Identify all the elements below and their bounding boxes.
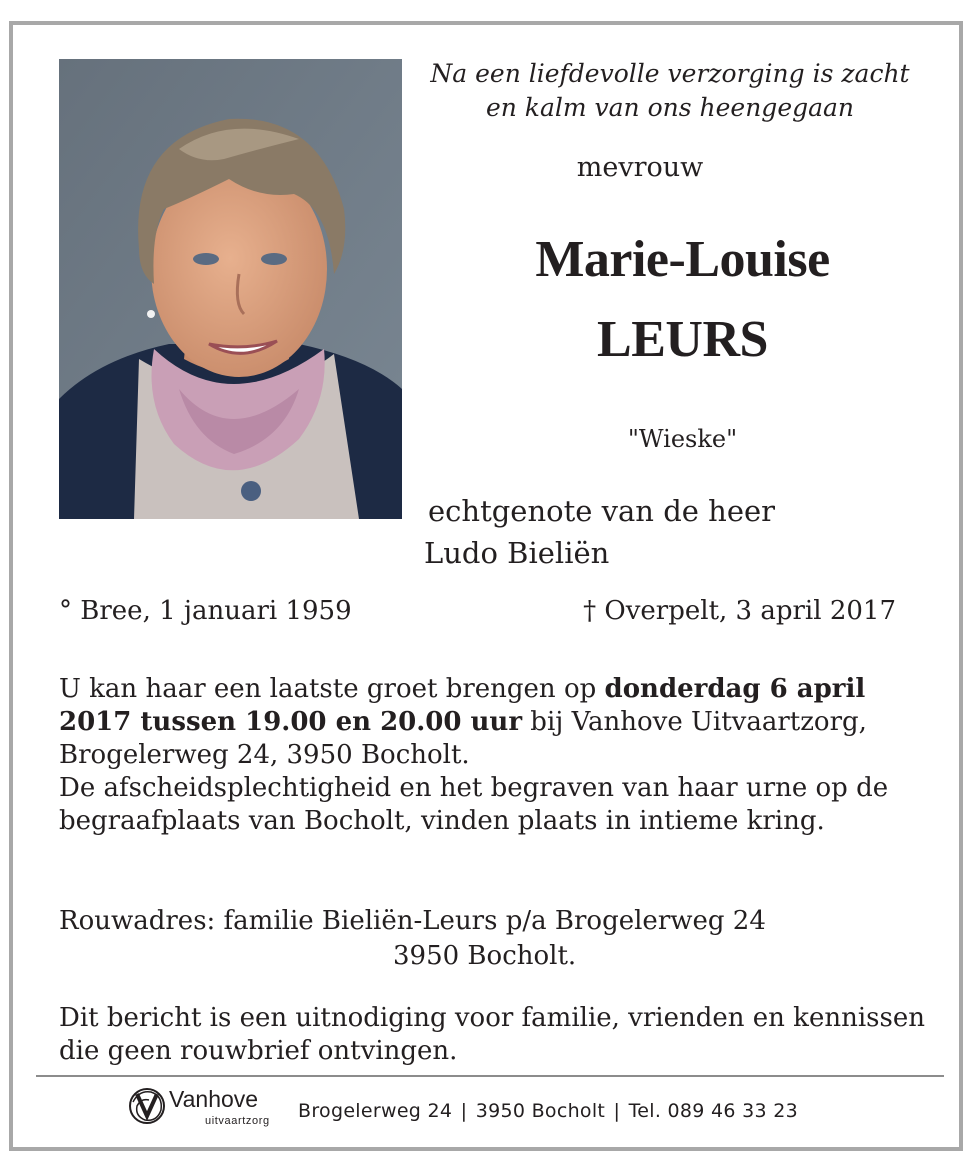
intro-text xyxy=(405,57,935,125)
first-name: Marie-Louise xyxy=(535,231,830,288)
visitation-paragraph xyxy=(59,673,939,772)
footer-address: Brogelerweg 24 xyxy=(298,1100,453,1122)
vanhove-logo xyxy=(125,1084,285,1134)
mourning-address-line-2: 3950 Bocholt. xyxy=(393,941,577,971)
nickname: "Wieske" xyxy=(627,425,738,453)
footer-city: 3950 Bocholt xyxy=(475,1100,606,1122)
vanhove-logo-icon xyxy=(125,1084,169,1128)
visitation-text xyxy=(59,673,939,838)
footer-separator: | xyxy=(460,1100,468,1122)
intro-line-2: en kalm van ons heengegaan xyxy=(485,93,855,122)
mourning-address-line-1: Rouwadres: familie Bieliën-Leurs p/a Brogelerweg 24 xyxy=(59,906,766,936)
last-name: LEURS xyxy=(597,311,768,368)
ceremony-paragraph: De afscheidsplechtigheid en het begraven van haar urne op de begraafplaats van Bocholt, vinden plaats in intieme kring. xyxy=(59,773,889,836)
visitation-pre: U kan haar een laatste groet brengen op xyxy=(59,674,605,704)
visitation-post: bij Vanhove Uitvaartzorg, Brogelerweg 24, 3950 Bocholt. xyxy=(59,707,867,770)
footer-divider xyxy=(36,1075,944,1077)
footer-separator: | xyxy=(613,1100,621,1122)
visitation-date-time: donderdag 6 april 2017 tussen 19.00 en 20.00 uur xyxy=(59,674,866,737)
logo-name: Vanhove xyxy=(169,1086,259,1112)
portrait-photo xyxy=(59,59,402,519)
logo-subtitle: uitvaartzorg xyxy=(205,1115,270,1127)
birth-info: ° Bree, 1 januari 1959 xyxy=(59,596,352,626)
invitation-text: Dit bericht is een uitnodiging voor familie, vrienden en kennissen die geen rouwbrief ontvingen. xyxy=(59,1003,925,1066)
death-info: † Overpelt, 3 april 2017 xyxy=(583,596,896,626)
footer-phone: Tel. 089 46 33 23 xyxy=(628,1100,799,1122)
honorific: mevrouw xyxy=(576,152,704,183)
footer-contact xyxy=(298,1100,798,1122)
spouse-name: Ludo Bieliën xyxy=(424,536,610,570)
intro-line-1: Na een liefdevolle verzorging is zacht xyxy=(430,59,910,88)
spouse-line-1: echtgenote van de heer xyxy=(428,494,776,528)
